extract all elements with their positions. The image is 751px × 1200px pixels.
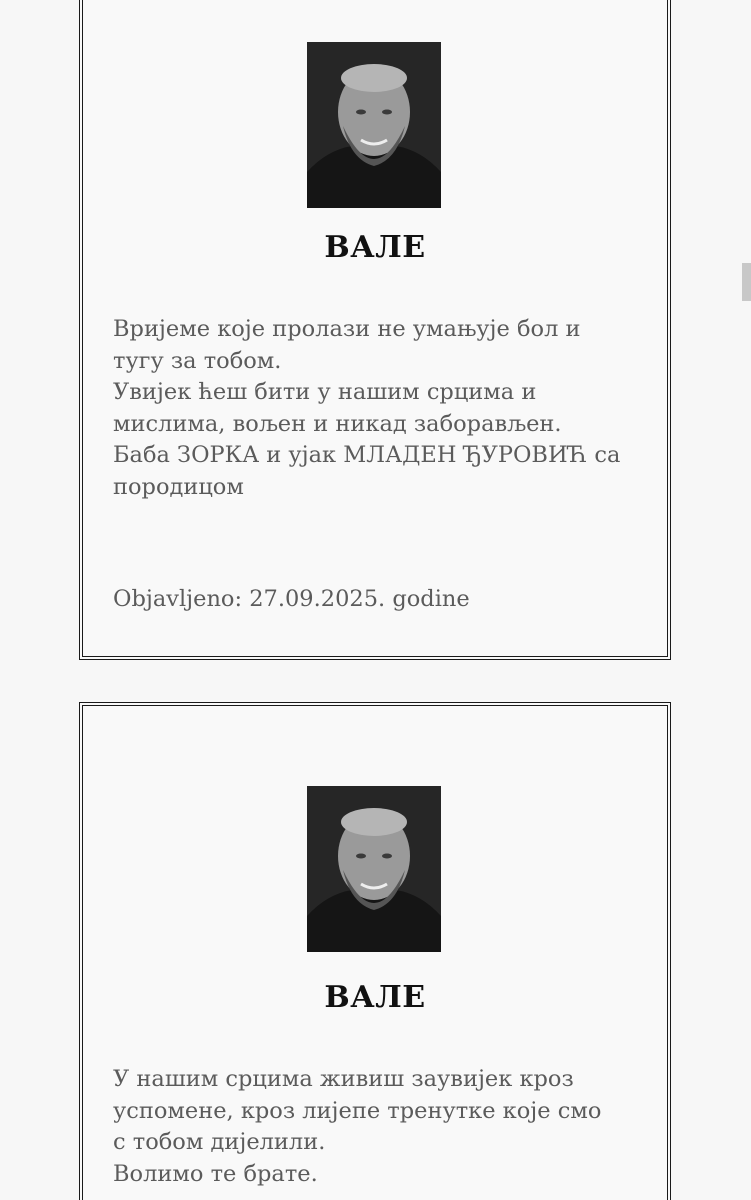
- portrait-image: [307, 786, 441, 952]
- message-line: тугу за тобом.: [113, 347, 282, 374]
- portrait-photo: [307, 42, 441, 208]
- memorial-message: [113, 1064, 643, 1190]
- message-line: Вријеме које пролази не умањује бол и: [113, 316, 581, 342]
- deceased-name: ВАЛЕ: [324, 980, 426, 1015]
- published-date: Objavljeno: 27.09.2025. godine: [113, 586, 470, 612]
- portrait-image: [307, 42, 441, 208]
- obituary-card: [79, 0, 671, 660]
- message-line: мислима, вољен и никад заборављен.: [113, 410, 562, 437]
- message-line: У нашим срцима живиш заувијек кроз: [113, 1066, 574, 1092]
- memorial-message: [113, 314, 643, 503]
- scroll-tab[interactable]: [742, 263, 751, 301]
- obituary-card: [79, 702, 671, 1200]
- portrait-photo: [307, 786, 441, 952]
- message-line: с тобом дијелили.: [113, 1129, 326, 1155]
- deceased-name: ВАЛЕ: [324, 230, 426, 265]
- message-line: Волимо те брате.: [113, 1160, 318, 1187]
- message-line: Баба ЗОРКА и ујак МЛАДЕН ЂУРОВИЋ са: [113, 442, 621, 468]
- message-line: Увијек ћеш бити у нашим срцима и: [113, 379, 537, 405]
- message-line: породицом: [113, 473, 244, 500]
- message-line: успомене, кроз лијепе тренутке које смо: [113, 1097, 602, 1124]
